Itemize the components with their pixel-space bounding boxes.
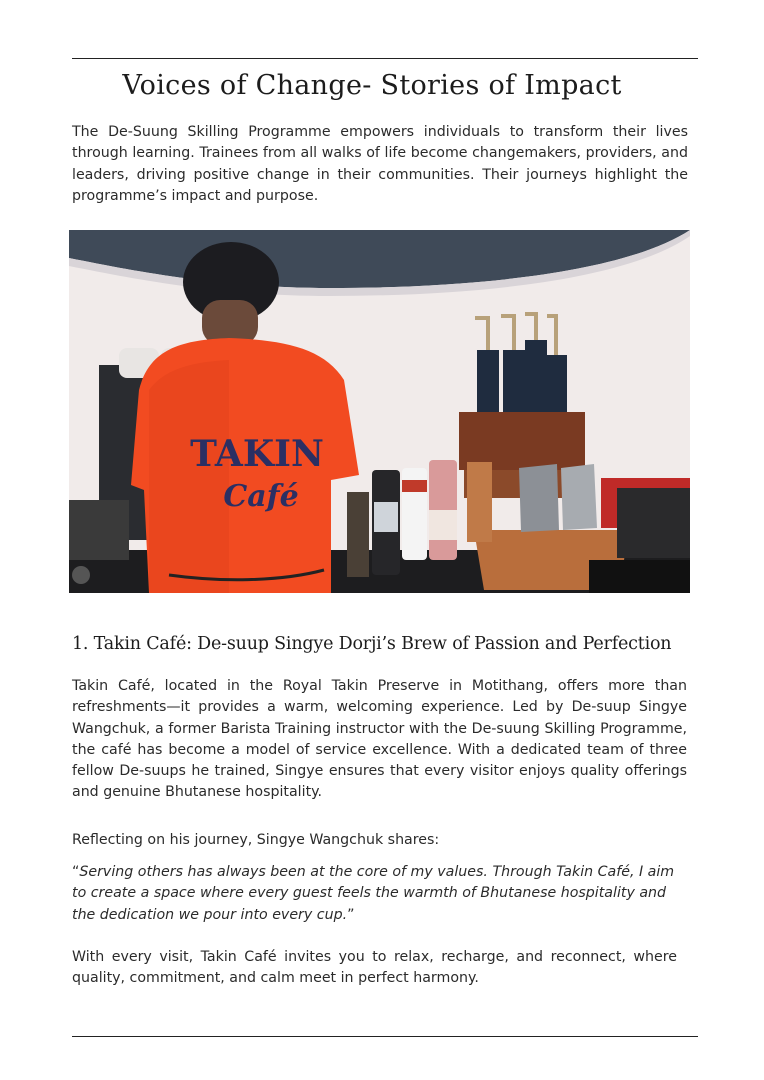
quote-open-mark: “ [72, 864, 80, 880]
closing-paragraph: With every visit, Takin Café invites you to relax, recharge, and reconnect, where quality, commitment, and calm meet in perfect harmony. [72, 949, 677, 987]
quote-close-mark: ” [347, 906, 355, 923]
section-heading-takin-cafe: 1. Takin Café: De-suup Singye Dorji’s Brew of Passion and Perfection [72, 634, 672, 654]
takin-cafe-paragraph: Takin Café, located in the Royal Takin Preserve in Motithang, offers more than refreshments—it provides a warm, welcoming experience. Led by De-suup Singye Wangchuk, a former Barista Training instructor with the De-suung Skilling Programme, the café has become a model of service excellence. With a dedicated team of three fellow De-suups he trained, Singye ensures that every visitor enjoys quality offerings and genuine Bhutanese hospitality. [72, 678, 687, 801]
shirt-text-takin: TAKIN [190, 433, 324, 475]
quote-text: Serving others has always been at the core of my values. Through Takin Café, I aim to create a space where every guest feels the warmth of Bhutanese hospitality and the dedication we pour into every cup. [72, 864, 675, 923]
page-title: Voices of Change- Stories of Impact [122, 70, 622, 101]
top-divider [72, 58, 698, 59]
quote-paragraph [72, 862, 677, 926]
reflecting-line: Reflecting on his journey, Singye Wangchuk shares: [72, 832, 440, 848]
shirt-text-cafe: Café [223, 479, 299, 514]
takin-cafe-photo [69, 230, 690, 593]
bottom-divider [72, 1036, 698, 1037]
intro-paragraph: The De-Suung Skilling Programme empowers individuals to transform their lives through learning. Trainees from all walks of life become changemakers, providers, and leaders, driving positive change in their communities. Their journeys highlight the programme’s impact and purpose. [72, 124, 688, 204]
